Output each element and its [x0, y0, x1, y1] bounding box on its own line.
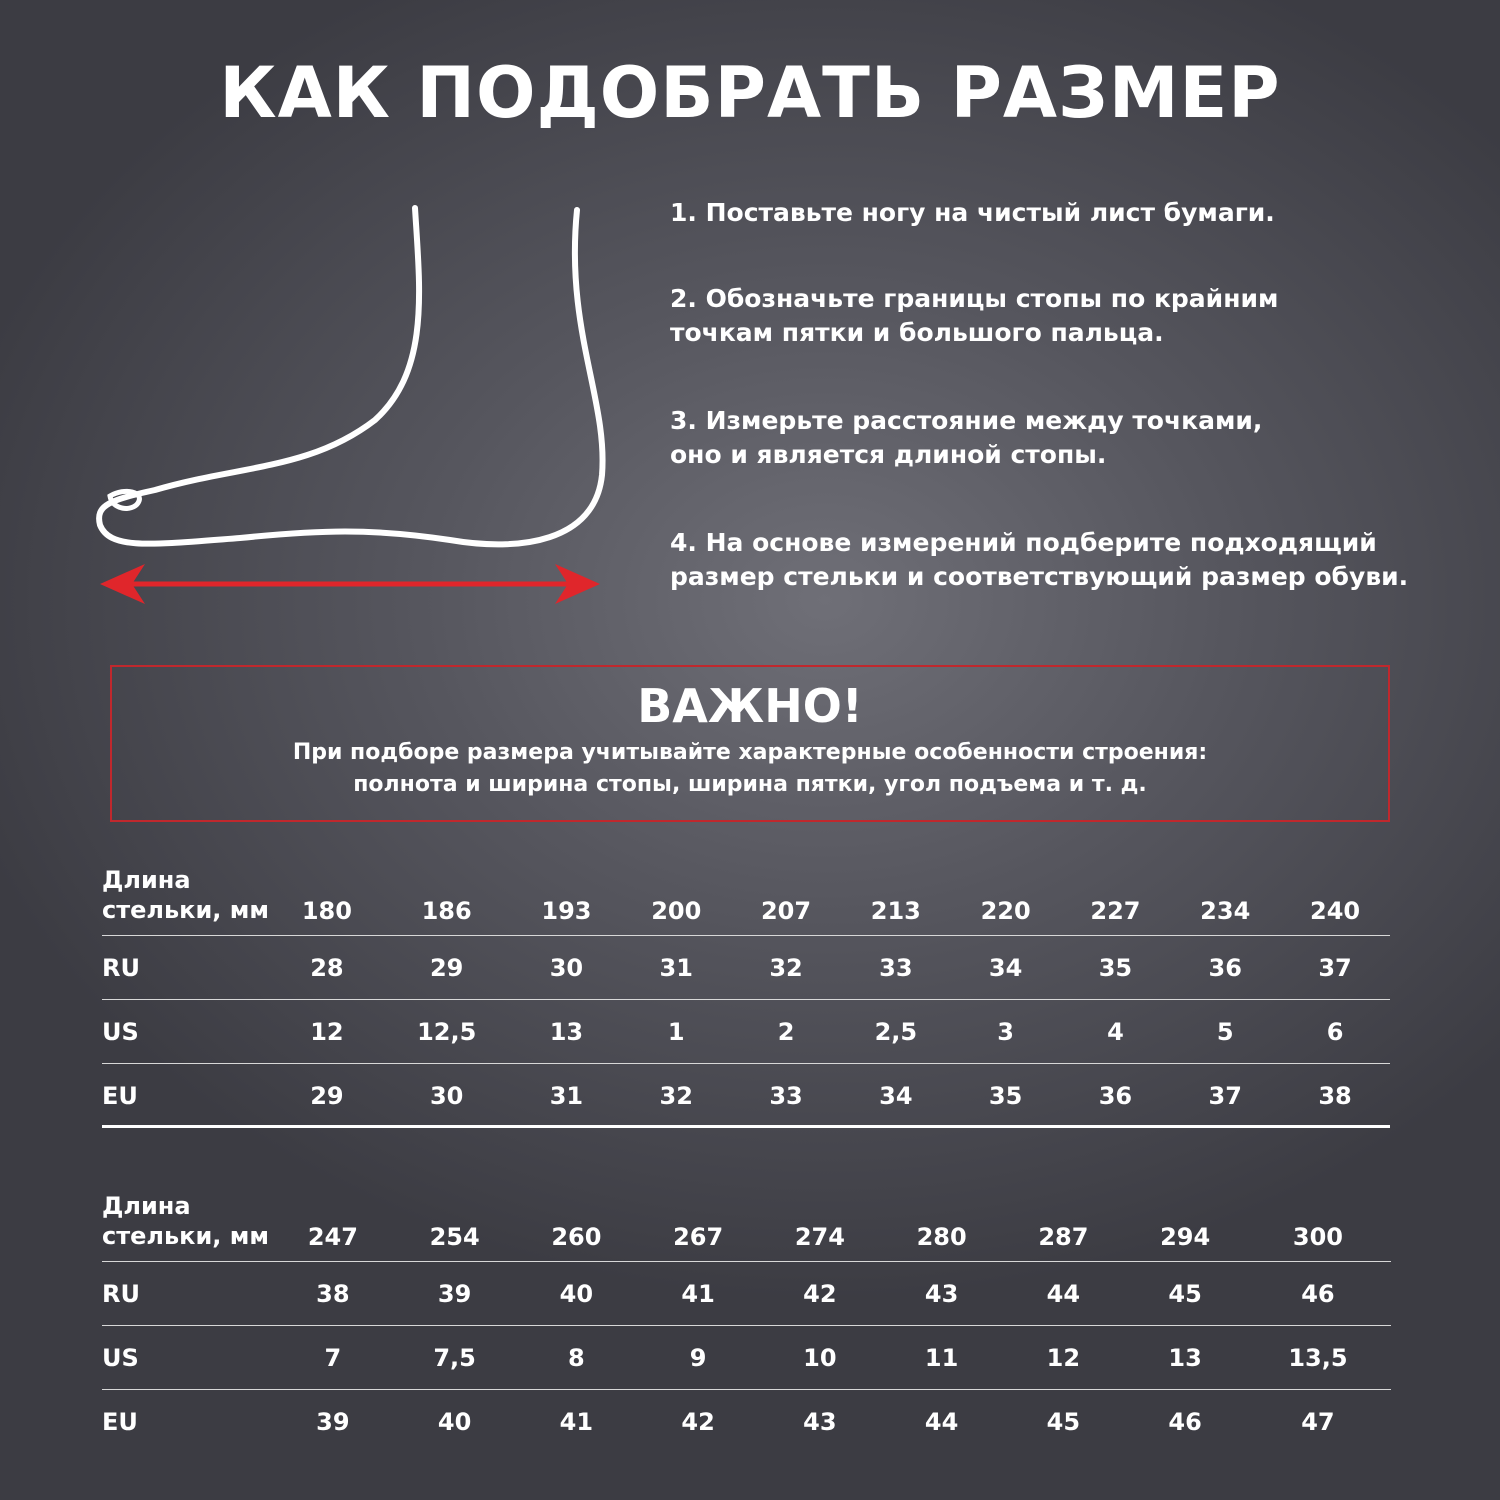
size-cell: 31 — [621, 936, 731, 1000]
size-cell: 40 — [516, 1262, 638, 1326]
size-cell: 46 — [1246, 1262, 1390, 1326]
size-row-ru — [102, 1262, 1390, 1326]
size-cell: 30 — [512, 936, 622, 1000]
size-cell: 39 — [394, 1262, 516, 1326]
insole-length-cell: 227 — [1061, 855, 1171, 936]
size-cell: 41 — [637, 1262, 759, 1326]
size-cell: 12,5 — [382, 1000, 512, 1064]
size-cell: 1 — [621, 1000, 731, 1064]
size-cell: 45 — [1124, 1262, 1246, 1326]
insole-length-cell: 247 — [272, 1181, 394, 1262]
size-cell: 7 — [272, 1326, 394, 1390]
size-cell: 7,5 — [394, 1326, 516, 1390]
size-cell: 35 — [988, 1081, 1023, 1110]
important-heading: ВАЖНО! — [637, 679, 863, 733]
size-cell: 43 — [803, 1407, 837, 1436]
page-title: КАК ПОДОБРАТЬ РАЗМЕР — [219, 52, 1281, 134]
size-cell: 11 — [881, 1326, 1003, 1390]
size-cell: 12 — [1003, 1326, 1125, 1390]
size-cell: 2,5 — [841, 1000, 951, 1064]
size-cell: 40 — [437, 1407, 472, 1436]
size-cell: 36 — [1098, 1081, 1133, 1110]
step-3: 3. Измерьте расстояние между точками, оно и является длиной стопы. — [670, 406, 1263, 469]
size-cell: 6 — [1280, 1000, 1390, 1064]
size-cell: 33 — [769, 1081, 803, 1110]
insole-length-cell: 207 — [731, 855, 841, 936]
size-cell: 2 — [731, 1000, 841, 1064]
size-cell: 35 — [1061, 936, 1171, 1000]
insole-length-cell: 200 — [621, 855, 731, 936]
table-divider — [102, 1125, 1390, 1128]
size-system-label: US — [102, 1000, 272, 1064]
double-arrow-icon — [100, 562, 600, 607]
step-4: 4. На основе измерений подберите подходящий размер стельки и соответствующий размер обуви. — [670, 528, 1409, 591]
step-2: 2. Обозначьте границы стопы по крайним точкам пятки и большого пальца. — [670, 284, 1279, 347]
insole-length-cell: 267 — [637, 1181, 759, 1262]
size-cell: 9 — [637, 1326, 759, 1390]
size-cell: 34 — [951, 936, 1061, 1000]
insole-length-label: Длина стельки, мм — [102, 1181, 272, 1262]
insole-length-label: Длина стельки, мм — [102, 855, 272, 936]
size-system-label: EU — [102, 1407, 138, 1436]
insole-length-cell: 240 — [1280, 855, 1390, 936]
size-cell: 10 — [759, 1326, 881, 1390]
insole-length-cell: 254 — [394, 1181, 516, 1262]
size-cell: 34 — [879, 1081, 913, 1110]
size-cell: 12 — [272, 1000, 382, 1064]
size-system-label: US — [102, 1326, 272, 1390]
table-header-row — [102, 855, 1390, 936]
size-cell: 39 — [316, 1407, 350, 1436]
size-cell: 42 — [759, 1262, 881, 1326]
size-cell: 5 — [1170, 1000, 1280, 1064]
size-cell: 4 — [1061, 1000, 1171, 1064]
size-row-us — [102, 1326, 1390, 1390]
important-text — [112, 737, 1388, 801]
size-table-1 — [102, 855, 1390, 1127]
size-cell: 33 — [841, 936, 951, 1000]
size-cell: 3 — [951, 1000, 1061, 1064]
important-line-2: полнота и ширина стопы, ширина пятки, угол подъема и т. д. — [353, 772, 1147, 797]
size-cell: 38 — [1318, 1081, 1352, 1110]
size-system-label: EU — [102, 1081, 138, 1110]
size-row-ru — [102, 936, 1390, 1000]
important-notice — [110, 665, 1390, 822]
size-row-eu — [102, 1064, 1390, 1128]
size-cell: 45 — [1046, 1407, 1081, 1436]
size-cell: 37 — [1208, 1081, 1242, 1110]
size-cell: 46 — [1168, 1407, 1202, 1436]
size-system-label: RU — [102, 1262, 272, 1326]
insole-length-cell: 234 — [1170, 855, 1280, 936]
insole-length-cell: 260 — [516, 1181, 638, 1262]
insole-length-cell: 274 — [759, 1181, 881, 1262]
foot-outline-icon — [90, 200, 620, 620]
size-cell: 37 — [1280, 936, 1390, 1000]
size-cell: 29 — [382, 936, 512, 1000]
insole-length-cell: 180 — [272, 855, 382, 936]
insole-length-cell: 193 — [512, 855, 622, 936]
size-cell: 47 — [1301, 1407, 1335, 1436]
insole-length-cell: 294 — [1124, 1181, 1246, 1262]
size-cell: 43 — [881, 1262, 1003, 1326]
insole-length-cell: 186 — [382, 855, 512, 936]
step-1: 1. Поставьте ногу на чистый лист бумаги. — [670, 198, 1275, 227]
insole-length-cell: 280 — [881, 1181, 1003, 1262]
size-cell: 44 — [924, 1407, 959, 1436]
size-system-label: RU — [102, 936, 272, 1000]
size-cell: 8 — [516, 1326, 638, 1390]
insole-length-cell: 220 — [951, 855, 1061, 936]
size-cell: 13,5 — [1246, 1326, 1390, 1390]
size-cell: 31 — [549, 1081, 584, 1110]
size-cell: 44 — [1003, 1262, 1125, 1326]
size-cell: 28 — [272, 936, 382, 1000]
important-line-1: При подборе размера учитывайте характерные особенности строения: — [292, 740, 1208, 765]
table-header-row — [102, 1181, 1390, 1262]
size-cell: 13 — [1124, 1326, 1246, 1390]
size-row-us — [102, 1000, 1390, 1064]
size-cell: 32 — [659, 1081, 693, 1110]
size-cell: 36 — [1170, 936, 1280, 1000]
size-row-eu — [102, 1390, 1390, 1454]
size-cell: 29 — [310, 1081, 344, 1110]
insole-length-cell: 213 — [841, 855, 951, 936]
size-cell: 38 — [272, 1262, 394, 1326]
size-table-2 — [102, 1181, 1390, 1453]
insole-length-cell: 300 — [1246, 1181, 1390, 1262]
size-cell: 41 — [559, 1407, 594, 1436]
insole-length-cell: 287 — [1003, 1181, 1125, 1262]
size-cell: 32 — [731, 936, 841, 1000]
size-cell: 42 — [681, 1407, 715, 1436]
size-cell: 13 — [512, 1000, 622, 1064]
size-cell: 30 — [429, 1081, 464, 1110]
